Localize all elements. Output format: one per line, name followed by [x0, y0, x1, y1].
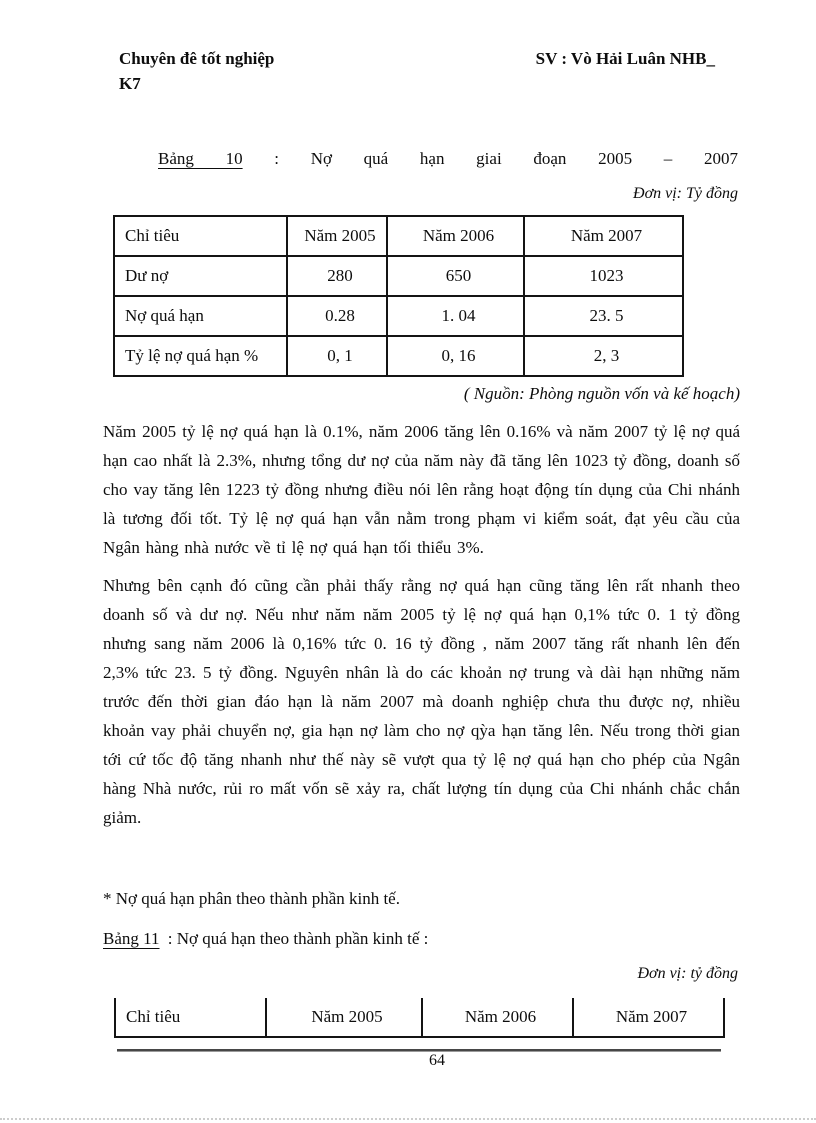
- table10-row3-2005: 0, 1: [287, 336, 387, 376]
- table11-header-row: [115, 998, 724, 1037]
- paragraph-2: Nhưng bên cạnh đó cũng cần phải thấy rằng nợ quá hạn cũng tăng lên rất nhanh theo doanh số và dư nợ. Nếu như năm năm 2005 tỷ lệ nợ quá hạn 0,1% tức 0. 1 tỷ đồng nhưng sang năm 2006 là 0,16% tức 0. 16 tỷ đồng , năm 2007 tăng rất nhanh lên đến 2,3% tức 23. 5 tỷ đồng. Nguyên nhân là do các khoản nợ trung và dài hạn những năm trước đến thời gian đáo hạn là năm 2007 mà doanh nghiệp chưa thu được nợ, nhiều khoản vay phải chuyển nợ, gia hạn nợ làm cho nợ qỳa hạn tăng lên. Nếu trong thời gian tới cứ tốc độ tăng nhanh như thế này sẽ vượt qua tỷ lệ nợ quá hạn cho phép của Ngân hàng Nhà nước, rủi ro mất vốn sẽ xảy ra, chất lượng tín dụng của Chi nhánh chắc chắn giảm.: [103, 576, 740, 827]
- page-number: 64: [429, 1052, 445, 1069]
- table10-row1-2007: 1023: [524, 256, 683, 296]
- table11-header-nam-2005: Năm 2005: [266, 998, 422, 1037]
- table10-row3-2007: 2, 3: [524, 336, 683, 376]
- table10-row2-2005: 0.28: [287, 296, 387, 336]
- table11-header-nam-2006: Năm 2006: [422, 998, 573, 1037]
- table11-header-chi-tieu: Chỉ tiêu: [115, 998, 266, 1037]
- page-bottom-edge: [0, 1118, 816, 1120]
- table10-row2-2006: 1. 04: [387, 296, 524, 336]
- table10: [113, 215, 684, 377]
- table10-header-nam-2005: Năm 2005: [287, 216, 387, 256]
- table10-row1-2006: 650: [387, 256, 524, 296]
- table10-header-row: [114, 216, 683, 256]
- table10-row2-label: Nợ quá hạn: [114, 296, 287, 336]
- table-row: [114, 336, 683, 376]
- table10-row2-2007: 23. 5: [524, 296, 683, 336]
- table11: [114, 998, 725, 1038]
- table10-row3-2006: 0, 16: [387, 336, 524, 376]
- paragraph-1: Năm 2005 tỷ lệ nợ quá hạn là 0.1%, năm 2006 tăng lên 0.16% và năm 2007 tỷ lệ nợ quá hạn cao nhất là 2.3%, nhưng tổng dư nợ của năm này đã tăng lên 1023 tỷ đồng, doanh số cho vay tăng lên 1223 tỷ đồng nhưng điều nói lên rằng hoạt động tín dụng của Chi nhánh là tương đối tốt. Tỷ lệ nợ quá hạn vẫn nằm trong phạm vi kiểm soát, đạt yêu cầu của Ngân hàng nhà nước về tỉ lệ nợ quá hạn tối thiểu 3%.: [103, 422, 740, 557]
- section-note: * Nợ quá hạn phân theo thành phần kinh tế.: [103, 889, 400, 908]
- table11-unit-note: Đơn vị: tỷ đồng: [637, 965, 738, 982]
- table10-source-note: ( Nguồn: Phòng nguồn vốn và kế hoạch): [463, 384, 740, 403]
- header-student-name: SV : Vò Hải Luân NHB_: [535, 49, 715, 68]
- header-course-title: Chuyên đê tốt nghiệp: [119, 49, 275, 68]
- table10-header-chi-tieu: Chỉ tiêu: [114, 216, 287, 256]
- table10-row3-label: Tỷ lệ nợ quá hạn %: [114, 336, 287, 376]
- table11-header-nam-2007: Năm 2007: [573, 998, 724, 1037]
- table10-row1-label: Dư nợ: [114, 256, 287, 296]
- table10-header-nam-2006: Năm 2006: [387, 216, 524, 256]
- table-row: [114, 296, 683, 336]
- table10-caption-text: : Nợ quá hạn giai đoạn 2005 – 2007: [274, 149, 739, 168]
- table11-caption: [103, 927, 428, 951]
- table10-caption: [158, 147, 738, 171]
- table10-unit-note: Đơn vị: Tỷ đồng: [633, 185, 738, 202]
- table10-caption-label: Bảng 10: [158, 149, 243, 168]
- header-left: [119, 46, 274, 96]
- table11-caption-label: Bảng 11: [103, 929, 160, 948]
- table10-header-nam-2007: Năm 2007: [524, 216, 683, 256]
- table11-caption-text: : Nợ quá hạn theo thành phần kinh tế :: [167, 929, 429, 948]
- table10-row1-2005: 280: [287, 256, 387, 296]
- table-row: [114, 256, 683, 296]
- header-class-code: K7: [119, 74, 141, 93]
